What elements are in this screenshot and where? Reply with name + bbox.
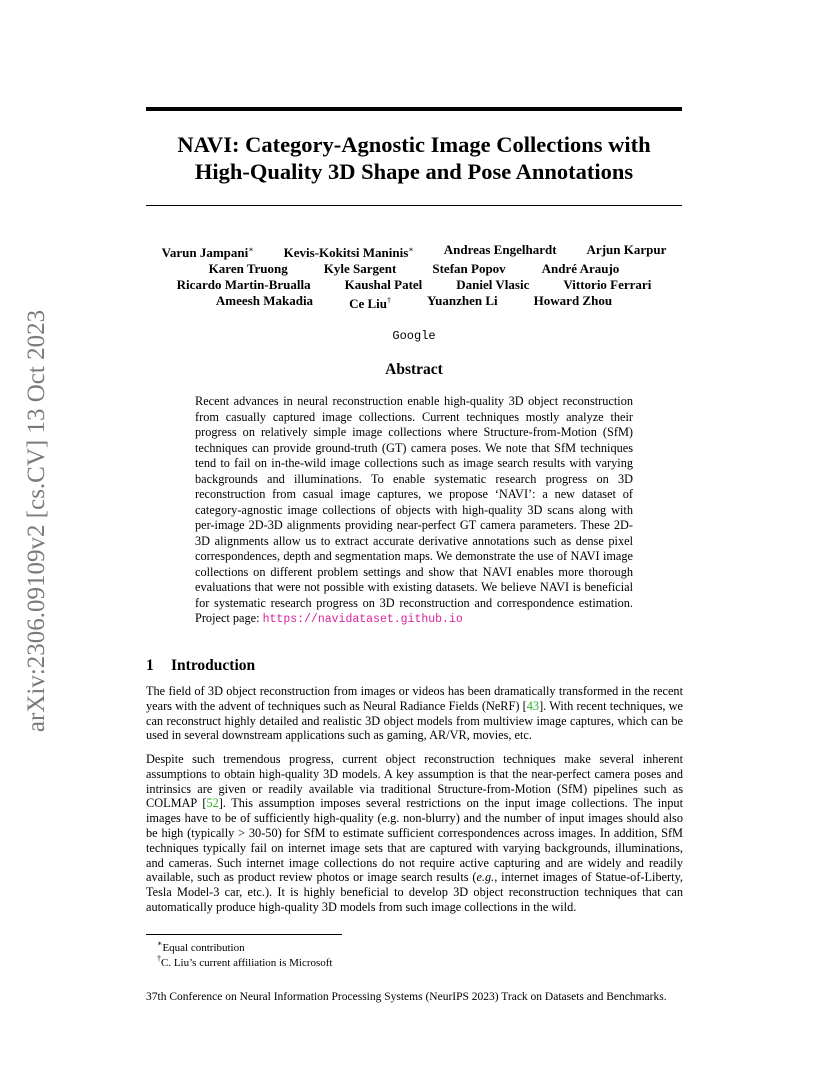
author: Varun Jampani∗ <box>161 245 254 260</box>
paper-title <box>146 131 682 185</box>
author: Vittorio Ferrari <box>563 277 652 292</box>
title-line-2: High-Quality 3D Shape and Pose Annotations <box>194 159 634 184</box>
section-number: 1 <box>146 657 154 674</box>
abstract-body <box>195 394 633 628</box>
affiliation: Google <box>392 329 436 343</box>
author-block <box>140 242 688 312</box>
citation-link[interactable]: 43 <box>526 698 540 713</box>
author: Kyle Sargent <box>323 261 397 276</box>
title-line-1: NAVI: Category-Agnostic Image Collections with <box>177 132 651 157</box>
author: Karen Truong <box>208 261 288 276</box>
section-title: Introduction <box>171 657 256 674</box>
intro-paragraph-1: The field of 3D object reconstruction from images or videos has been dramatically transformed in the recent years with the advent of techniques such as Neural Radiance Fields (NeRF) [43]. With recent techniques, we can reconstruct highly detailed and realistic 3D object models from multiview image captures, which can be used in several downstream applications such as gaming, AR/VR, movies, etc. <box>146 684 684 743</box>
title-top-rule <box>146 107 682 111</box>
equal-contribution-mark: ∗ <box>408 245 414 254</box>
citation-link[interactable]: 52 <box>206 796 219 811</box>
abstract-heading: Abstract <box>385 361 443 378</box>
author: Andreas Engelhardt <box>443 242 557 257</box>
project-page-link[interactable]: https://navidataset.github.io <box>262 613 463 626</box>
equal-contribution-mark: ∗ <box>248 245 254 254</box>
arxiv-sidebar-stamp <box>18 286 56 756</box>
author: Ricardo Martin-Brualla <box>176 277 311 292</box>
venue-footer: 37th Conference on Neural Information Processing Systems (NeurIPS 2023) Track on Datasets and Benchmarks. <box>146 991 667 1003</box>
dagger-mark: † <box>386 296 391 305</box>
footnote-rule <box>146 934 342 935</box>
title-bottom-rule <box>146 205 682 206</box>
author: André Araujo <box>541 261 620 276</box>
author: Ce Liu† <box>349 296 391 311</box>
author: Yuanzhen Li <box>426 293 498 308</box>
footnote: †C. Liu’s current affiliation is Microsoft <box>157 954 333 969</box>
arxiv-id-text: arXiv:2306.09109v2 [cs.CV] 13 Oct 2023 <box>23 309 50 733</box>
author-row <box>140 277 688 293</box>
author: Stefan Popov <box>432 261 506 276</box>
footnote: ∗Equal contribution <box>157 939 245 954</box>
author: Daniel Vlasic <box>456 277 530 292</box>
section-heading <box>146 657 255 675</box>
abstract-text: Recent advances in neural reconstruction enable high-quality 3D object reconstruction from casually captured image collections. Current techniques mostly analyze their progress on relatively simple image collections where Structure-from-Motion (SfM) techniques can provide ground-truth (GT) camera poses. We note that SfM techniques tend to fail on in-the-wild image collections such as image search results with varying backgrounds and illuminations. To enable systematic research progress on 3D reconstruction from casual image captures, we propose ‘NAVI’: a new dataset of category-agnostic image collections of objects with high-quality 3D scans along with per-image 2D-3D alignments providing near-perfect GT camera parameters. These 2D-3D alignments allow us to extract accurate derivative annotations such as dense pixel correspondences, depth and segmentation maps. We demonstrate the use of NAVI image collections on different problem settings and show that NAVI enables more thorough evaluations that were not possible with existing datasets. We believe NAVI is beneficial for systematic research progress on 3D reconstruction and correspondence estimation. Project page: <box>195 394 633 625</box>
author: Ameesh Makadia <box>215 293 314 308</box>
author: Kaushal Patel <box>344 277 423 292</box>
intro-paragraph-2: Despite such tremendous progress, current object reconstruction techniques make several inherent assumptions to obtain high-quality 3D models. A key assumption is that the near-perfect camera poses and intrinsics are given or readily available via traditional Structure-from-Motion (SfM) pipelines such as COLMAP [52]. This assumption imposes several restrictions on the input image collections. The input images have to be of sufficiently high-quality (e.g. non-blurry) and the number of input images should also be high (typically > 30-50) for SfM to estimate sufficient correspondences across images. In addition, SfM techniques typically fail on internet image sets that are captured with varying backgrounds, illuminations, and cameras. Such internet image collections do not require active capturing and are widely and readily available, such as product review photos or image search results (e.g., internet images of Statue-of-Liberty, Tesla Model-3 car, etc.). It is highly beneficial to develop 3D object reconstruction techniques that can automatically produce high-quality 3D models from such image collections in the wild. <box>146 752 683 914</box>
author-row <box>140 261 688 277</box>
author: Arjun Karpur <box>586 242 667 257</box>
author-row <box>140 242 688 261</box>
author-row <box>140 293 688 312</box>
author: Howard Zhou <box>533 293 613 308</box>
author: Kevis-Kokitsi Maninis∗ <box>283 245 414 260</box>
